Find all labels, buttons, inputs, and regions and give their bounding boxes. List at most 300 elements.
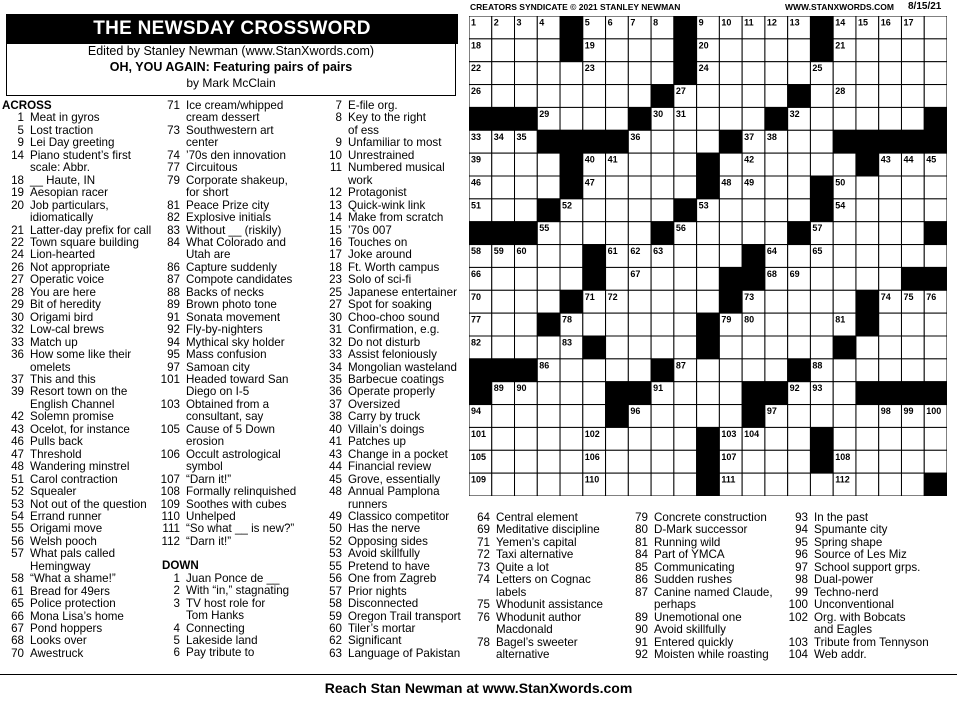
grid-cell[interactable] xyxy=(833,359,856,382)
grid-cell[interactable] xyxy=(674,153,697,176)
grid-cell[interactable] xyxy=(651,427,674,450)
grid-cell[interactable] xyxy=(901,450,924,473)
grid-cell[interactable] xyxy=(560,450,583,473)
grid-cell[interactable] xyxy=(810,85,833,108)
grid-cell[interactable] xyxy=(901,199,924,222)
grid-cell[interactable] xyxy=(765,85,788,108)
grid-cell[interactable] xyxy=(810,107,833,130)
grid-cell[interactable] xyxy=(742,222,765,245)
clue-item[interactable] xyxy=(786,612,956,637)
grid-cell[interactable] xyxy=(924,245,947,268)
clue-item[interactable] xyxy=(320,411,468,423)
grid-cell[interactable] xyxy=(651,39,674,62)
grid-cell[interactable] xyxy=(788,450,811,473)
grid-cell[interactable] xyxy=(879,62,902,85)
grid-cell[interactable] xyxy=(879,336,902,359)
grid-cell[interactable] xyxy=(833,290,856,313)
clue-item[interactable] xyxy=(786,599,956,611)
clue-item[interactable] xyxy=(626,624,796,636)
grid-cell[interactable] xyxy=(810,130,833,153)
grid-cell[interactable] xyxy=(492,176,515,199)
grid-cell[interactable] xyxy=(606,427,629,450)
grid-cell[interactable] xyxy=(651,267,674,290)
grid-cell[interactable] xyxy=(674,405,697,428)
grid-cell[interactable] xyxy=(856,450,879,473)
grid-cell[interactable] xyxy=(674,245,697,268)
grid-cell[interactable] xyxy=(651,405,674,428)
clue-item[interactable] xyxy=(2,150,162,175)
clue-item[interactable] xyxy=(2,137,162,149)
grid-cell[interactable] xyxy=(833,62,856,85)
clue-item[interactable] xyxy=(786,649,956,661)
grid-cell[interactable] xyxy=(628,176,651,199)
grid-cell[interactable] xyxy=(492,199,515,222)
clue-item[interactable] xyxy=(320,212,468,224)
grid-cell[interactable] xyxy=(651,62,674,85)
grid-cell[interactable] xyxy=(856,222,879,245)
grid-cell[interactable] xyxy=(606,267,629,290)
grid-cell[interactable] xyxy=(924,176,947,199)
grid-cell[interactable] xyxy=(515,427,538,450)
grid-cell[interactable] xyxy=(765,359,788,382)
grid-cell[interactable] xyxy=(560,107,583,130)
grid-cell[interactable] xyxy=(515,336,538,359)
grid-cell[interactable] xyxy=(583,359,606,382)
grid-cell[interactable] xyxy=(810,473,833,496)
grid-cell[interactable] xyxy=(515,153,538,176)
grid-cell[interactable] xyxy=(583,85,606,108)
grid-cell[interactable] xyxy=(537,405,560,428)
grid-cell[interactable] xyxy=(697,405,720,428)
grid-cell[interactable] xyxy=(606,222,629,245)
grid-cell[interactable] xyxy=(788,405,811,428)
grid-cell[interactable] xyxy=(560,245,583,268)
clue-item[interactable] xyxy=(158,536,328,548)
grid-cell[interactable] xyxy=(651,130,674,153)
grid-cell[interactable] xyxy=(651,176,674,199)
grid-cell[interactable] xyxy=(742,62,765,85)
grid-cell[interactable] xyxy=(810,290,833,313)
clue-item[interactable] xyxy=(320,386,468,398)
grid-cell[interactable] xyxy=(901,107,924,130)
clue-item[interactable] xyxy=(320,598,468,610)
grid-cell[interactable] xyxy=(583,313,606,336)
grid-cell[interactable] xyxy=(810,267,833,290)
grid-cell[interactable] xyxy=(537,153,560,176)
grid-cell[interactable] xyxy=(719,199,742,222)
grid-cell[interactable] xyxy=(606,359,629,382)
clue-item[interactable] xyxy=(320,573,468,585)
clue-item[interactable] xyxy=(158,125,328,150)
grid-cell[interactable] xyxy=(856,405,879,428)
grid-cell[interactable] xyxy=(674,267,697,290)
grid-cell[interactable] xyxy=(583,405,606,428)
clue-item[interactable] xyxy=(626,549,796,561)
clue-item[interactable] xyxy=(320,324,468,336)
grid-cell[interactable] xyxy=(515,313,538,336)
grid-cell[interactable] xyxy=(856,473,879,496)
grid-cell[interactable] xyxy=(606,336,629,359)
grid-cell[interactable] xyxy=(879,107,902,130)
clue-item[interactable] xyxy=(158,150,328,162)
clue-item[interactable] xyxy=(158,523,328,535)
grid-cell[interactable] xyxy=(810,405,833,428)
grid-cell[interactable] xyxy=(788,62,811,85)
grid-cell[interactable] xyxy=(742,336,765,359)
grid-cell[interactable] xyxy=(697,130,720,153)
grid-cell[interactable] xyxy=(856,176,879,199)
grid-cell[interactable] xyxy=(901,39,924,62)
grid-cell[interactable] xyxy=(674,290,697,313)
clue-item[interactable] xyxy=(786,574,956,586)
grid-cell[interactable] xyxy=(879,176,902,199)
clue-item[interactable] xyxy=(2,573,162,585)
grid-cell[interactable] xyxy=(833,267,856,290)
clue-item[interactable] xyxy=(786,549,956,561)
grid-cell[interactable] xyxy=(924,359,947,382)
grid-cell[interactable] xyxy=(537,290,560,313)
clue-item[interactable] xyxy=(320,436,468,448)
grid-cell[interactable] xyxy=(537,245,560,268)
grid-cell[interactable] xyxy=(765,153,788,176)
clue-item[interactable] xyxy=(320,187,468,199)
grid-cell[interactable] xyxy=(924,450,947,473)
grid-cell[interactable] xyxy=(628,153,651,176)
grid-cell[interactable] xyxy=(879,245,902,268)
clue-item[interactable] xyxy=(158,212,328,224)
grid-cell[interactable] xyxy=(765,62,788,85)
clue-item[interactable] xyxy=(158,175,328,200)
grid-cell[interactable] xyxy=(856,107,879,130)
grid-cell[interactable] xyxy=(924,199,947,222)
grid-cell[interactable] xyxy=(924,16,947,39)
grid-cell[interactable] xyxy=(628,290,651,313)
grid-cell[interactable] xyxy=(674,427,697,450)
clue-item[interactable] xyxy=(2,299,162,311)
grid-cell[interactable] xyxy=(833,222,856,245)
grid-cell[interactable] xyxy=(606,199,629,222)
grid-cell[interactable] xyxy=(856,427,879,450)
grid-cell[interactable] xyxy=(537,382,560,405)
grid-cell[interactable] xyxy=(788,473,811,496)
grid-cell[interactable] xyxy=(833,245,856,268)
clue-item[interactable] xyxy=(2,598,162,610)
clue-item[interactable] xyxy=(158,399,328,424)
clue-item[interactable] xyxy=(2,200,162,225)
grid-cell[interactable] xyxy=(674,450,697,473)
grid-cell[interactable] xyxy=(560,85,583,108)
grid-cell[interactable] xyxy=(537,336,560,359)
clue-item[interactable] xyxy=(158,499,328,511)
grid-cell[interactable] xyxy=(810,153,833,176)
grid-cell[interactable] xyxy=(515,405,538,428)
clue-item[interactable] xyxy=(2,474,162,486)
grid-cell[interactable] xyxy=(628,336,651,359)
grid-cell[interactable] xyxy=(583,199,606,222)
grid-cell[interactable] xyxy=(924,336,947,359)
grid-cell[interactable] xyxy=(742,107,765,130)
grid-cell[interactable] xyxy=(674,130,697,153)
grid-cell[interactable] xyxy=(856,245,879,268)
clue-item[interactable] xyxy=(158,585,328,597)
grid-cell[interactable] xyxy=(492,405,515,428)
grid-cell[interactable] xyxy=(901,222,924,245)
clue-item[interactable] xyxy=(2,349,162,374)
grid-cell[interactable] xyxy=(560,222,583,245)
clue-item[interactable] xyxy=(158,324,328,336)
grid-cell[interactable] xyxy=(697,222,720,245)
grid-cell[interactable] xyxy=(651,313,674,336)
grid-cell[interactable] xyxy=(537,85,560,108)
grid-cell[interactable] xyxy=(856,267,879,290)
grid-cell[interactable] xyxy=(901,85,924,108)
grid-cell[interactable] xyxy=(628,313,651,336)
grid-cell[interactable] xyxy=(833,427,856,450)
grid-cell[interactable] xyxy=(719,359,742,382)
grid-cell[interactable] xyxy=(515,85,538,108)
grid-cell[interactable] xyxy=(492,62,515,85)
clue-item[interactable] xyxy=(158,486,328,498)
clue-item[interactable] xyxy=(320,162,468,187)
grid-cell[interactable] xyxy=(697,382,720,405)
grid-cell[interactable] xyxy=(788,427,811,450)
grid-cell[interactable] xyxy=(765,450,788,473)
clue-item[interactable] xyxy=(320,137,468,149)
clue-item[interactable] xyxy=(320,461,468,473)
grid-cell[interactable] xyxy=(628,473,651,496)
grid-cell[interactable] xyxy=(674,336,697,359)
grid-cell[interactable] xyxy=(674,382,697,405)
clue-item[interactable] xyxy=(468,574,628,599)
clue-item[interactable] xyxy=(158,299,328,311)
clue-item[interactable] xyxy=(320,112,468,137)
grid-cell[interactable] xyxy=(697,359,720,382)
grid-cell[interactable] xyxy=(515,199,538,222)
clue-item[interactable] xyxy=(468,549,628,561)
grid-cell[interactable] xyxy=(628,359,651,382)
clue-item[interactable] xyxy=(320,523,468,535)
clue-item[interactable] xyxy=(158,274,328,286)
grid-cell[interactable] xyxy=(651,336,674,359)
grid-cell[interactable] xyxy=(765,199,788,222)
grid-cell[interactable] xyxy=(537,450,560,473)
grid-cell[interactable] xyxy=(833,153,856,176)
clue-item[interactable] xyxy=(158,424,328,449)
grid-cell[interactable] xyxy=(583,107,606,130)
grid-cell[interactable] xyxy=(697,267,720,290)
clue-item[interactable] xyxy=(626,574,796,586)
clue-item[interactable] xyxy=(320,349,468,361)
grid-cell[interactable] xyxy=(492,85,515,108)
grid-cell[interactable] xyxy=(515,290,538,313)
grid-cell[interactable] xyxy=(537,62,560,85)
grid-cell[interactable] xyxy=(606,473,629,496)
grid-cell[interactable] xyxy=(924,39,947,62)
grid-cell[interactable] xyxy=(492,267,515,290)
grid-cell[interactable] xyxy=(856,359,879,382)
grid-cell[interactable] xyxy=(606,107,629,130)
grid-cell[interactable] xyxy=(742,39,765,62)
grid-cell[interactable] xyxy=(879,222,902,245)
clue-item[interactable] xyxy=(158,162,328,174)
grid-cell[interactable] xyxy=(537,176,560,199)
grid-cell[interactable] xyxy=(515,39,538,62)
grid-cell[interactable] xyxy=(833,405,856,428)
grid-cell[interactable] xyxy=(742,450,765,473)
grid-cell[interactable] xyxy=(537,427,560,450)
grid-cell[interactable] xyxy=(492,473,515,496)
grid-cell[interactable] xyxy=(515,267,538,290)
grid-cell[interactable] xyxy=(651,473,674,496)
grid-cell[interactable] xyxy=(765,39,788,62)
grid-cell[interactable] xyxy=(515,450,538,473)
grid-cell[interactable] xyxy=(810,336,833,359)
clue-item[interactable] xyxy=(158,647,328,659)
clue-item[interactable] xyxy=(158,374,328,399)
clue-item[interactable] xyxy=(320,274,468,286)
grid-cell[interactable] xyxy=(537,267,560,290)
grid-cell[interactable] xyxy=(856,336,879,359)
clue-item[interactable] xyxy=(2,274,162,286)
grid-cell[interactable] xyxy=(697,107,720,130)
grid-cell[interactable] xyxy=(901,176,924,199)
clue-item[interactable] xyxy=(626,587,796,612)
grid-cell[interactable] xyxy=(492,336,515,359)
grid-cell[interactable] xyxy=(901,245,924,268)
grid-cell[interactable] xyxy=(788,130,811,153)
clue-item[interactable] xyxy=(2,411,162,423)
clue-item[interactable] xyxy=(158,598,328,623)
grid-cell[interactable] xyxy=(515,176,538,199)
grid-cell[interactable] xyxy=(856,199,879,222)
grid-cell[interactable] xyxy=(628,62,651,85)
grid-cell[interactable] xyxy=(674,473,697,496)
grid-cell[interactable] xyxy=(719,222,742,245)
grid-cell[interactable] xyxy=(492,313,515,336)
grid-cell[interactable] xyxy=(765,222,788,245)
grid-cell[interactable] xyxy=(788,176,811,199)
grid-cell[interactable] xyxy=(765,176,788,199)
grid-cell[interactable] xyxy=(924,313,947,336)
clue-item[interactable] xyxy=(158,100,328,125)
grid-cell[interactable] xyxy=(719,245,742,268)
grid-cell[interactable] xyxy=(788,313,811,336)
clue-item[interactable] xyxy=(158,237,328,262)
grid-cell[interactable] xyxy=(879,427,902,450)
grid-cell[interactable] xyxy=(810,313,833,336)
grid-cell[interactable] xyxy=(879,39,902,62)
grid-cell[interactable] xyxy=(560,267,583,290)
grid-cell[interactable] xyxy=(879,85,902,108)
clue-item[interactable] xyxy=(468,637,628,662)
clue-item[interactable] xyxy=(2,461,162,473)
grid-cell[interactable] xyxy=(606,39,629,62)
grid-cell[interactable] xyxy=(537,473,560,496)
grid-cell[interactable] xyxy=(719,405,742,428)
grid-cell[interactable] xyxy=(697,245,720,268)
grid-cell[interactable] xyxy=(788,245,811,268)
clue-item[interactable] xyxy=(2,386,162,411)
clue-item[interactable] xyxy=(158,349,328,361)
grid-cell[interactable] xyxy=(606,313,629,336)
grid-cell[interactable] xyxy=(879,450,902,473)
grid-cell[interactable] xyxy=(765,473,788,496)
clue-item[interactable] xyxy=(468,599,628,611)
crossword-grid[interactable] xyxy=(469,16,947,496)
grid-cell[interactable] xyxy=(492,39,515,62)
grid-cell[interactable] xyxy=(901,427,924,450)
clue-item[interactable] xyxy=(320,299,468,311)
grid-cell[interactable] xyxy=(651,199,674,222)
grid-cell[interactable] xyxy=(788,336,811,359)
grid-cell[interactable] xyxy=(901,336,924,359)
grid-cell[interactable] xyxy=(719,336,742,359)
grid-cell[interactable] xyxy=(719,382,742,405)
clue-item[interactable] xyxy=(2,523,162,535)
grid-cell[interactable] xyxy=(606,176,629,199)
grid-cell[interactable] xyxy=(606,85,629,108)
grid-cell[interactable] xyxy=(879,199,902,222)
grid-cell[interactable] xyxy=(901,359,924,382)
grid-cell[interactable] xyxy=(924,62,947,85)
grid-cell[interactable] xyxy=(742,359,765,382)
clue-item[interactable] xyxy=(626,649,796,661)
grid-cell[interactable] xyxy=(719,39,742,62)
grid-cell[interactable] xyxy=(674,313,697,336)
grid-cell[interactable] xyxy=(560,473,583,496)
grid-cell[interactable] xyxy=(583,222,606,245)
grid-cell[interactable] xyxy=(924,85,947,108)
clue-item[interactable] xyxy=(2,648,162,660)
grid-cell[interactable] xyxy=(560,427,583,450)
grid-cell[interactable] xyxy=(537,39,560,62)
grid-cell[interactable] xyxy=(583,382,606,405)
grid-cell[interactable] xyxy=(515,62,538,85)
grid-cell[interactable] xyxy=(651,153,674,176)
grid-cell[interactable] xyxy=(697,85,720,108)
grid-cell[interactable] xyxy=(628,199,651,222)
grid-cell[interactable] xyxy=(765,313,788,336)
grid-cell[interactable] xyxy=(606,450,629,473)
grid-cell[interactable] xyxy=(628,85,651,108)
grid-cell[interactable] xyxy=(742,85,765,108)
grid-cell[interactable] xyxy=(788,39,811,62)
grid-cell[interactable] xyxy=(788,199,811,222)
grid-cell[interactable] xyxy=(651,450,674,473)
clue-item[interactable] xyxy=(2,436,162,448)
grid-cell[interactable] xyxy=(856,85,879,108)
grid-cell[interactable] xyxy=(492,427,515,450)
grid-cell[interactable] xyxy=(492,450,515,473)
grid-cell[interactable] xyxy=(651,290,674,313)
clue-item[interactable] xyxy=(2,324,162,336)
clue-item[interactable] xyxy=(320,648,468,660)
clue-item[interactable] xyxy=(786,637,956,649)
grid-cell[interactable] xyxy=(742,473,765,496)
grid-cell[interactable] xyxy=(560,405,583,428)
grid-cell[interactable] xyxy=(560,382,583,405)
grid-cell[interactable] xyxy=(765,336,788,359)
grid-cell[interactable] xyxy=(560,359,583,382)
grid-cell[interactable] xyxy=(856,39,879,62)
grid-cell[interactable] xyxy=(879,473,902,496)
grid-cell[interactable] xyxy=(697,290,720,313)
clue-item[interactable] xyxy=(2,486,162,498)
grid-cell[interactable] xyxy=(515,473,538,496)
grid-cell[interactable] xyxy=(901,62,924,85)
grid-cell[interactable] xyxy=(765,290,788,313)
grid-cell[interactable] xyxy=(856,62,879,85)
